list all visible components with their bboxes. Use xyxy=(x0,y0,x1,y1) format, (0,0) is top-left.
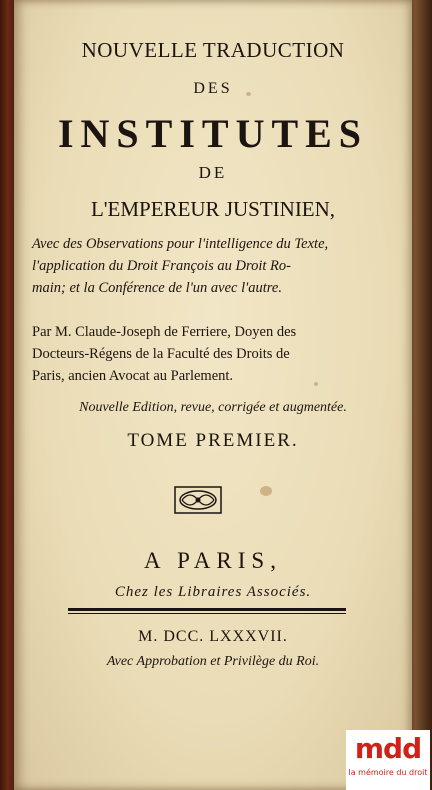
foxing-spot xyxy=(260,486,272,496)
observations-line: l'application du Droit François au Droit Ro- xyxy=(32,258,291,274)
title-line-4: DE xyxy=(198,163,228,182)
author-paragraph xyxy=(32,321,400,387)
main-title: INSTITUTES xyxy=(57,111,369,156)
author-line: Par M. Claude-Joseph de Ferriere, Doyen des xyxy=(32,324,297,340)
author-line: Docteurs-Régens de la Faculté des Droits de xyxy=(32,346,290,362)
title-line-2: DES xyxy=(193,80,233,97)
title-line-1: NOUVELLE TRADUCTION xyxy=(81,38,345,62)
edition-statement: Nouvelle Edition, revue, corrigée et augmentée. xyxy=(79,400,347,415)
imprint-publisher: Chez les Libraires Associés. xyxy=(114,584,312,600)
volume-statement: TOME PREMIER. xyxy=(127,430,299,451)
logo-tagline: la mémoire du droit xyxy=(348,768,428,777)
approbation-line: Avec Approbation et Privilège du Roi. xyxy=(106,654,320,669)
observations-line: main; et la Conférence de l'un avec l'autre. xyxy=(32,280,282,296)
title-page xyxy=(14,0,412,790)
imprint-date: M. DCC. LXXXVII. xyxy=(138,628,288,645)
title-line-5: L'EMPEREUR JUSTINIEN, xyxy=(90,197,336,221)
printer-ornament-icon xyxy=(174,486,222,514)
author-line: Paris, ancien Avocat au Parlement. xyxy=(32,368,234,384)
watermark-logo xyxy=(346,730,430,790)
observations-paragraph xyxy=(32,233,398,299)
double-rule-thick xyxy=(68,608,346,611)
imprint-place: A PARIS, xyxy=(144,548,282,573)
logo-mark: mdd xyxy=(354,732,422,765)
double-rule-thin xyxy=(68,613,346,614)
observations-line: Avec des Observations pour l'intelligence du Texte, xyxy=(32,236,329,252)
